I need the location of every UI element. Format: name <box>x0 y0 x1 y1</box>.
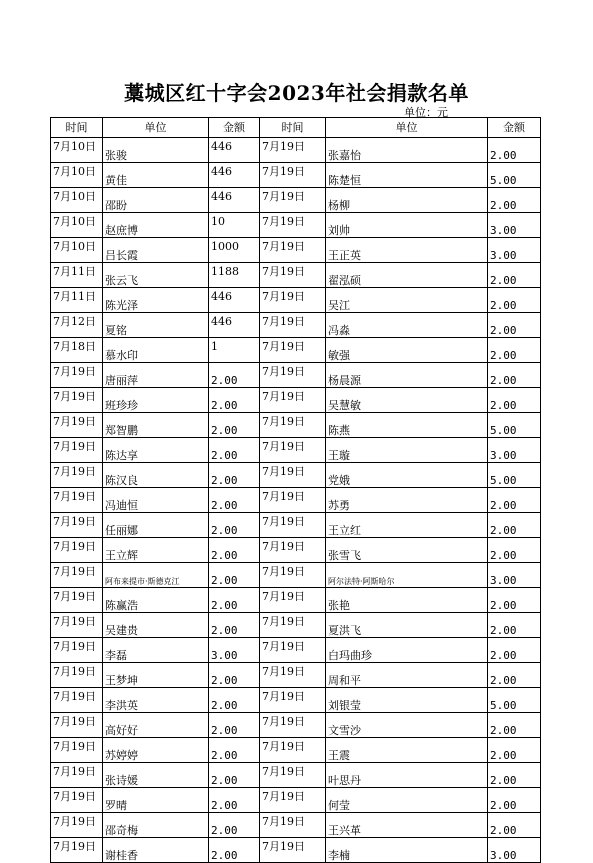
donor-name-cell: 罗晴 <box>103 788 209 813</box>
table-row <box>51 613 541 638</box>
amount-cell: 2.00 <box>209 788 260 813</box>
amount-cell: 5.00 <box>488 163 541 188</box>
donor-name-cell: 吴江 <box>326 288 488 313</box>
date-cell: 7月19日 <box>51 788 103 813</box>
date-cell: 7月19日 <box>51 438 103 463</box>
table-body <box>51 138 541 863</box>
amount-cell: 446 <box>209 138 260 163</box>
table-row <box>51 263 541 288</box>
amount-cell: 446 <box>209 188 260 213</box>
donor-name-cell: 王兴革 <box>326 813 488 838</box>
donor-name-cell: 张骏 <box>103 138 209 163</box>
amount-cell: 1 <box>209 338 260 363</box>
amount-cell: 2.00 <box>488 288 541 313</box>
header-amount-2: 金额 <box>488 118 541 138</box>
donor-name-cell: 陈光泽 <box>103 288 209 313</box>
date-cell: 7月19日 <box>260 338 326 363</box>
date-cell: 7月19日 <box>51 813 103 838</box>
table-row <box>51 138 541 163</box>
date-cell: 7月11日 <box>51 263 103 288</box>
amount-cell: 2.00 <box>209 438 260 463</box>
amount-cell: 2.00 <box>209 663 260 688</box>
amount-cell: 2.00 <box>209 838 260 863</box>
date-cell: 7月19日 <box>260 488 326 513</box>
donor-name-cell: 阿尔法特·阿斯哈尔 <box>326 563 488 588</box>
donor-name-cell: 陈汉良 <box>103 463 209 488</box>
donor-name-cell: 李洪英 <box>103 688 209 713</box>
table-row <box>51 838 541 863</box>
donor-name-cell: 冯迪恒 <box>103 488 209 513</box>
donor-name-cell: 任丽娜 <box>103 513 209 538</box>
donor-name-cell: 王立辉 <box>103 538 209 563</box>
table-row <box>51 288 541 313</box>
amount-cell: 2.00 <box>488 763 541 788</box>
donor-name-cell: 夏洪飞 <box>326 613 488 638</box>
donor-name-cell: 吴慧敏 <box>326 388 488 413</box>
amount-cell: 3.00 <box>488 213 541 238</box>
donor-name-cell: 郑智鹏 <box>103 413 209 438</box>
donor-name-cell: 邵盼 <box>103 188 209 213</box>
donor-name-cell: 刘帅 <box>326 213 488 238</box>
date-cell: 7月19日 <box>51 838 103 863</box>
amount-cell: 3.00 <box>488 838 541 863</box>
table-row <box>51 188 541 213</box>
amount-cell: 5.00 <box>488 463 541 488</box>
donor-name-cell: 张诗媛 <box>103 763 209 788</box>
date-cell: 7月19日 <box>51 713 103 738</box>
table-row <box>51 363 541 388</box>
donor-name-cell: 陈达享 <box>103 438 209 463</box>
donor-name-cell: 吴建贵 <box>103 613 209 638</box>
date-cell: 7月19日 <box>260 638 326 663</box>
amount-cell: 2.00 <box>488 488 541 513</box>
date-cell: 7月19日 <box>260 663 326 688</box>
date-cell: 7月19日 <box>260 413 326 438</box>
donor-name-cell: 阿布来提市·斯德克江 <box>103 563 209 588</box>
donor-name-cell: 唐丽萍 <box>103 363 209 388</box>
amount-cell: 2.00 <box>209 588 260 613</box>
date-cell: 7月19日 <box>51 663 103 688</box>
amount-cell: 2.00 <box>488 338 541 363</box>
date-cell: 7月19日 <box>51 363 103 388</box>
date-cell: 7月19日 <box>51 488 103 513</box>
donor-name-cell: 吕长霞 <box>103 238 209 263</box>
donor-name-cell: 邵奇梅 <box>103 813 209 838</box>
amount-cell: 3.00 <box>488 438 541 463</box>
date-cell: 7月19日 <box>260 288 326 313</box>
date-cell: 7月10日 <box>51 213 103 238</box>
donor-name-cell: 夏铭 <box>103 313 209 338</box>
donor-name-cell: 张云飞 <box>103 263 209 288</box>
amount-cell: 3.00 <box>209 638 260 663</box>
amount-cell: 2.00 <box>209 388 260 413</box>
date-cell: 7月10日 <box>51 163 103 188</box>
table-row <box>51 163 541 188</box>
donor-name-cell: 叶思丹 <box>326 763 488 788</box>
donor-name-cell: 黄佳 <box>103 163 209 188</box>
donor-name-cell: 文雪沙 <box>326 713 488 738</box>
amount-cell: 2.00 <box>488 613 541 638</box>
date-cell: 7月19日 <box>260 188 326 213</box>
amount-cell: 1188 <box>209 263 260 288</box>
donor-name-cell: 张雪飞 <box>326 538 488 563</box>
table-row <box>51 463 541 488</box>
amount-cell: 2.00 <box>209 613 260 638</box>
date-cell: 7月19日 <box>260 438 326 463</box>
table-row <box>51 538 541 563</box>
date-cell: 7月19日 <box>260 613 326 638</box>
table-row <box>51 713 541 738</box>
date-cell: 7月19日 <box>51 763 103 788</box>
donor-name-cell: 刘银莹 <box>326 688 488 713</box>
date-cell: 7月19日 <box>260 738 326 763</box>
date-cell: 7月19日 <box>260 788 326 813</box>
amount-cell: 2.00 <box>488 388 541 413</box>
donor-name-cell: 杨晨源 <box>326 363 488 388</box>
donor-name-cell: 何莹 <box>326 788 488 813</box>
amount-cell: 2.00 <box>209 763 260 788</box>
donor-name-cell: 慕水印 <box>103 338 209 363</box>
amount-cell: 1000 <box>209 238 260 263</box>
amount-cell: 2.00 <box>209 563 260 588</box>
amount-cell: 2.00 <box>488 738 541 763</box>
donor-name-cell: 白玛曲珍 <box>326 638 488 663</box>
table-row <box>51 763 541 788</box>
date-cell: 7月19日 <box>260 713 326 738</box>
date-cell: 7月18日 <box>51 338 103 363</box>
date-cell: 7月12日 <box>51 313 103 338</box>
amount-cell: 2.00 <box>488 538 541 563</box>
donor-name-cell: 陈楚恒 <box>326 163 488 188</box>
date-cell: 7月19日 <box>260 163 326 188</box>
table-row <box>51 663 541 688</box>
amount-cell: 2.00 <box>488 588 541 613</box>
header-amount-1: 金额 <box>209 118 260 138</box>
date-cell: 7月10日 <box>51 188 103 213</box>
amount-cell: 2.00 <box>488 263 541 288</box>
table-row <box>51 388 541 413</box>
amount-cell: 446 <box>209 313 260 338</box>
table-row <box>51 513 541 538</box>
header-time-2: 时间 <box>260 118 326 138</box>
donor-name-cell: 李楠 <box>326 838 488 863</box>
date-cell: 7月19日 <box>260 513 326 538</box>
amount-cell: 2.00 <box>209 713 260 738</box>
donor-name-cell: 王立红 <box>326 513 488 538</box>
amount-cell: 2.00 <box>209 463 260 488</box>
date-cell: 7月19日 <box>51 613 103 638</box>
donor-name-cell: 敏强 <box>326 338 488 363</box>
date-cell: 7月19日 <box>260 538 326 563</box>
donor-name-cell: 王震 <box>326 738 488 763</box>
date-cell: 7月19日 <box>51 463 103 488</box>
table-row <box>51 788 541 813</box>
donor-name-cell: 王梦坤 <box>103 663 209 688</box>
amount-cell: 2.00 <box>209 538 260 563</box>
table-header-row <box>51 118 541 138</box>
date-cell: 7月19日 <box>51 738 103 763</box>
header-unit-2: 单位 <box>326 118 488 138</box>
table-row <box>51 238 541 263</box>
table-row <box>51 813 541 838</box>
amount-cell: 2.00 <box>209 813 260 838</box>
donor-name-cell: 党娥 <box>326 463 488 488</box>
date-cell: 7月19日 <box>260 688 326 713</box>
donor-name-cell: 谢桂香 <box>103 838 209 863</box>
date-cell: 7月19日 <box>260 563 326 588</box>
date-cell: 7月19日 <box>260 463 326 488</box>
amount-cell: 5.00 <box>488 688 541 713</box>
amount-cell: 2.00 <box>488 138 541 163</box>
donor-name-cell: 翟泓硕 <box>326 263 488 288</box>
amount-cell: 2.00 <box>488 663 541 688</box>
amount-cell: 2.00 <box>488 513 541 538</box>
donor-name-cell: 李磊 <box>103 638 209 663</box>
table-row <box>51 638 541 663</box>
amount-cell: 2.00 <box>209 513 260 538</box>
donor-name-cell: 陈燕 <box>326 413 488 438</box>
donor-name-cell: 苏勇 <box>326 488 488 513</box>
donor-name-cell: 赵庶博 <box>103 213 209 238</box>
date-cell: 7月19日 <box>260 263 326 288</box>
donor-name-cell: 冯淼 <box>326 313 488 338</box>
amount-cell: 10 <box>209 213 260 238</box>
date-cell: 7月10日 <box>51 238 103 263</box>
amount-cell: 2.00 <box>488 813 541 838</box>
page-title: 藁城区红十字会2023年社会捐款名单 <box>124 81 469 105</box>
amount-cell: 2.00 <box>209 488 260 513</box>
table-row <box>51 213 541 238</box>
header-time-1: 时间 <box>51 118 103 138</box>
amount-cell: 2.00 <box>488 363 541 388</box>
donor-name-cell: 杨柳 <box>326 188 488 213</box>
date-cell: 7月19日 <box>51 413 103 438</box>
amount-cell: 2.00 <box>209 738 260 763</box>
donor-name-cell: 苏婷婷 <box>103 738 209 763</box>
amount-cell: 3.00 <box>488 238 541 263</box>
date-cell: 7月19日 <box>51 588 103 613</box>
date-cell: 7月19日 <box>260 313 326 338</box>
amount-cell: 5.00 <box>488 413 541 438</box>
donor-name-cell: 周和平 <box>326 663 488 688</box>
header-unit-1: 单位 <box>103 118 209 138</box>
date-cell: 7月19日 <box>260 213 326 238</box>
donor-name-cell: 张艳 <box>326 588 488 613</box>
amount-cell: 446 <box>209 288 260 313</box>
date-cell: 7月10日 <box>51 138 103 163</box>
donor-name-cell: 班珍珍 <box>103 388 209 413</box>
date-cell: 7月19日 <box>260 138 326 163</box>
donor-name-cell: 王正英 <box>326 238 488 263</box>
donor-name-cell: 高好好 <box>103 713 209 738</box>
donor-name-cell: 张嘉怡 <box>326 138 488 163</box>
date-cell: 7月19日 <box>260 363 326 388</box>
table-row <box>51 338 541 363</box>
date-cell: 7月11日 <box>51 288 103 313</box>
donor-name-cell: 王璇 <box>326 438 488 463</box>
date-cell: 7月19日 <box>260 763 326 788</box>
amount-cell: 2.00 <box>488 788 541 813</box>
date-cell: 7月19日 <box>51 563 103 588</box>
amount-cell: 446 <box>209 163 260 188</box>
date-cell: 7月19日 <box>51 638 103 663</box>
table-row <box>51 688 541 713</box>
amount-cell: 3.00 <box>488 563 541 588</box>
amount-cell: 2.00 <box>488 188 541 213</box>
amount-cell: 2.00 <box>209 363 260 388</box>
table-row <box>51 738 541 763</box>
donor-name-cell: 陈赢浩 <box>103 588 209 613</box>
table-row <box>51 313 541 338</box>
date-cell: 7月19日 <box>51 538 103 563</box>
table-row <box>51 413 541 438</box>
table-row <box>51 588 541 613</box>
amount-cell: 2.00 <box>209 413 260 438</box>
amount-cell: 2.00 <box>209 688 260 713</box>
table-row <box>51 563 541 588</box>
date-cell: 7月19日 <box>51 388 103 413</box>
unit-label: 单位：元 <box>404 106 448 119</box>
amount-cell: 2.00 <box>488 638 541 663</box>
date-cell: 7月19日 <box>260 588 326 613</box>
date-cell: 7月19日 <box>260 388 326 413</box>
amount-cell: 2.00 <box>488 313 541 338</box>
table-row <box>51 488 541 513</box>
donation-table <box>50 117 541 863</box>
date-cell: 7月19日 <box>260 238 326 263</box>
amount-cell: 2.00 <box>488 713 541 738</box>
date-cell: 7月19日 <box>260 813 326 838</box>
date-cell: 7月19日 <box>260 838 326 863</box>
table-row <box>51 438 541 463</box>
date-cell: 7月19日 <box>51 513 103 538</box>
date-cell: 7月19日 <box>51 688 103 713</box>
